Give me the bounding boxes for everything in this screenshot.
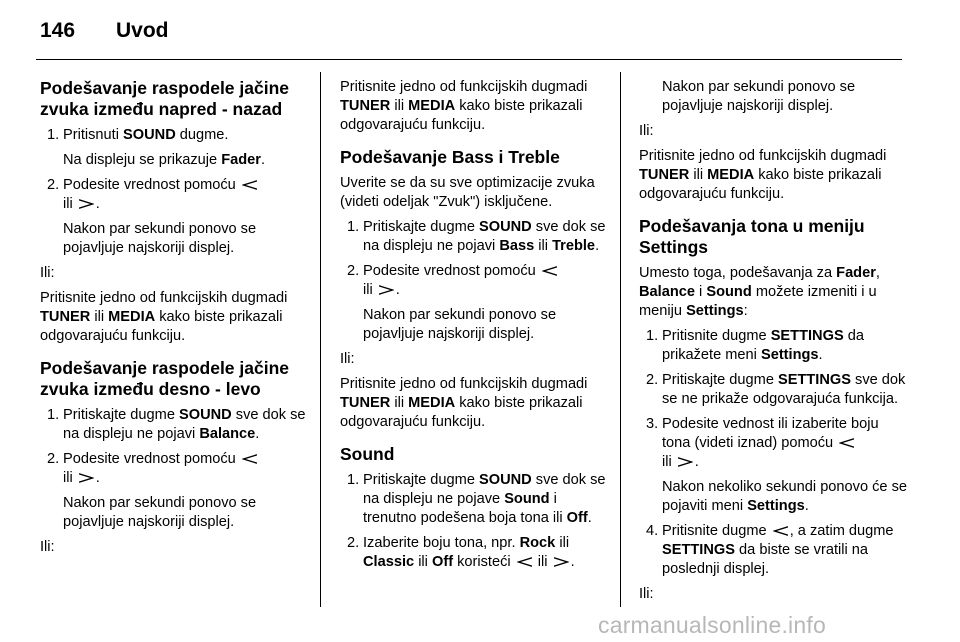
- arrow-left-icon: [839, 438, 854, 448]
- list-item: 3. Podesite vednost ili izaberite boju tona (videti iznad) pomoću ili . Nakon nekoliko sekundi ponovo će se pojaviti meni Settings.: [646, 416, 908, 514]
- column-divider-1: [320, 72, 321, 607]
- list-item: 1. Pritiskajte dugme SOUND sve dok se na displeju ne pojavi Bass ili Treble.: [347, 219, 606, 254]
- column-3: [639, 78, 907, 604]
- list-item: 2. Izaberite boju tona, npr. Rock ili Classic ili Off koristeći ili .: [347, 535, 575, 570]
- or-label: Ili:: [639, 123, 654, 139]
- section-heading-balance: Podešavanje raspodele jačine zvuka između desno - levo: [40, 358, 290, 399]
- arrow-left-icon: [242, 180, 257, 190]
- paragraph: Pritisnite jedno od funkcijskih dugmadi TUNER ili MEDIA kako biste prikazali odgovarajuću funkciju.: [340, 376, 588, 430]
- arrow-left-icon: [517, 557, 532, 567]
- list-item: 1. Pritiskajte dugme SOUND sve dok se na displeju ne pojavi Balance.: [47, 407, 306, 442]
- list-item: 2. Podesite vrednost pomoću ili . Nakon par sekundi ponovo se pojavljuje najskoriji displej.: [47, 451, 257, 530]
- header-divider: [36, 59, 902, 60]
- section-heading-bass-treble: Podešavanje Bass i Treble: [340, 147, 560, 167]
- arrow-right-icon: [79, 473, 94, 483]
- balance-steps: [40, 406, 308, 532]
- list-item: 2. Podesite vrednost pomoću ili . Nakon par sekundi ponovo se pojavljuje najskoriji displej.: [47, 177, 257, 256]
- or-label: Ili:: [40, 265, 55, 281]
- continued-text: Nakon par sekundi ponovo se pojavljuje najskoriji displej.: [662, 79, 856, 114]
- bass-treble-steps: [340, 218, 608, 344]
- page-title: Uvod: [116, 19, 169, 42]
- arrow-right-icon: [79, 199, 94, 209]
- paragraph: Umesto toga, podešavanja za Fader, Balance i Sound možete izmeniti i u meniju Settings:: [639, 265, 880, 319]
- arrow-right-icon: [379, 285, 394, 295]
- or-label: Ili:: [40, 539, 55, 555]
- section-heading-fader: Podešavanje raspodele jačine zvuka između napred - nazad: [40, 78, 290, 119]
- column-2: [340, 78, 608, 578]
- column-divider-2: [620, 72, 621, 607]
- list-item: 1. Pritisnuti SOUND dugme. Na displeju se prikazuje Fader.: [47, 127, 266, 168]
- list-item: 4. Pritisnite dugme , a zatim dugme SETTINGS da biste se vratili na poslednji displej.: [646, 523, 894, 577]
- list-item: 2. Pritiskajte dugme SETTINGS sve dok se ne prikaže odgovarajuća funkcija.: [646, 372, 906, 407]
- or-label: Ili:: [639, 586, 654, 602]
- arrow-left-icon: [242, 454, 257, 464]
- column-1: [40, 78, 308, 557]
- page-header: [0, 0, 960, 62]
- paragraph: Pritisnite jedno od funkcijskih dugmadi TUNER ili MEDIA kako biste prikazali odgovarajuću funkciju.: [40, 290, 288, 344]
- paragraph: Uverite se da su sve optimizacije zvuka (videti odeljak "Zvuk") isključene.: [340, 175, 595, 210]
- page-number: 146: [40, 19, 76, 42]
- paragraph: Pritisnite jedno od funkcijskih dugmadi TUNER ili MEDIA kako biste prikazali odgovarajuću funkciju.: [639, 148, 887, 202]
- paragraph: Pritisnite jedno od funkcijskih dugmadi TUNER ili MEDIA kako biste prikazali odgovarajuću funkciju.: [340, 79, 588, 133]
- list-item: 1. Pritisnite dugme SETTINGS da prikažete meni Settings.: [646, 328, 864, 363]
- arrow-right-icon: [678, 457, 693, 467]
- or-label: Ili:: [340, 351, 355, 367]
- fader-steps: [40, 126, 308, 258]
- section-heading-settings: Podešavanja tona u meniju Settings: [639, 216, 865, 257]
- arrow-right-icon: [554, 557, 569, 567]
- arrow-left-icon: [542, 266, 557, 276]
- section-heading-sound: Sound: [340, 444, 395, 464]
- settings-steps: [639, 327, 907, 579]
- watermark: carmanualsonline.info: [598, 612, 826, 638]
- arrow-left-icon: [773, 526, 788, 536]
- list-item: 1. Pritiskajte dugme SOUND sve dok se na displeju ne pojave Sound i trenutno podešena boja tona ili Off.: [347, 472, 606, 526]
- sound-steps: [340, 471, 608, 572]
- list-item: 2. Podesite vrednost pomoću ili . Nakon par sekundi ponovo se pojavljuje najskoriji displej.: [347, 263, 557, 342]
